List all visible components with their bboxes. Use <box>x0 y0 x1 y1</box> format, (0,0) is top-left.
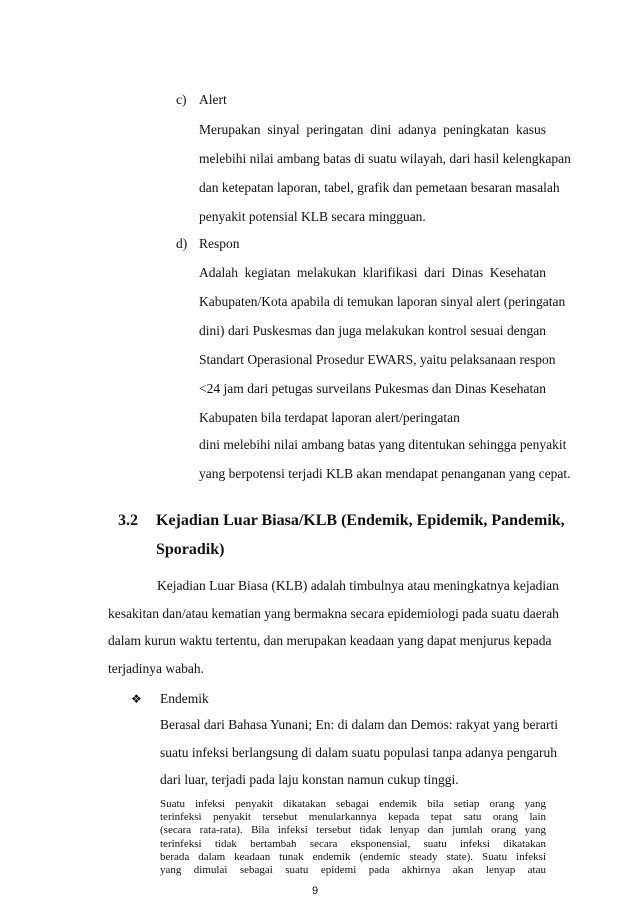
item-d-line-3: dini) dari Puskesmas dan juga melakukan kontrol sesuai dengan <box>199 323 546 338</box>
endemik-line-7: terinfeksi tidak bertambah secara eksponensial, suatu infeksi dikatakan <box>160 837 546 850</box>
intro-line-1: Kejadian Luar Biasa (KLB) adalah timbulnya atau meningkatnya kejadian <box>157 578 559 593</box>
page-number: 9 <box>312 885 319 897</box>
intro-line-2: kesakitan dan/atau kematian yang bermakna secara epidemiologi pada suatu daerah <box>108 606 559 621</box>
item-c-line-3: dan ketepatan laporan, tabel, grafik dan pemetaan besaran masalah <box>199 180 560 195</box>
intro-line-3: dalam kurun waktu tertentu, dan merupakan keadaan yang dapat menjurus kepada <box>108 633 552 648</box>
item-d-line-5: <24 jam dari petugas surveilans Pukesmas dan Dinas Kesehatan <box>199 381 546 396</box>
endemik-line-6: (secara rata-rata). Bila infeksi tersebut tidak lenyap dan jumlah orang yang <box>160 824 546 837</box>
endemik-line-9: yang dimulai sebagai suatu epidemi pada akhirnya akan lenyap atau <box>160 864 546 876</box>
item-d-line-8: yang berpotensi terjadi KLB akan mendapat penanganan yang cepat. <box>199 466 571 481</box>
item-d-line-2: Kabupaten/Kota apabila di temukan laporan sinyal alert (peringatan <box>199 294 566 309</box>
endemik-title: Endemik <box>160 691 209 706</box>
endemik-line-3: dari luar, terjadi pada laju konstan namun cukup tinggi. <box>160 772 459 787</box>
endemik-line-8: berada dalam keadaan tunak endemik (endemic steady state). Suatu infeksi <box>160 850 546 863</box>
endemik-line-5: terinfeksi penyakit tersebut menularkannya kepada tepat satu orang lain <box>160 811 546 824</box>
endemik-line-1: Berasal dari Bahasa Yunani; En: di dalam dan Demos: rakyat yang berarti <box>160 717 558 732</box>
item-c-marker: c) <box>176 92 187 107</box>
item-d-line-7: dini melebihi nilai ambang batas yang ditentukan sehingga penyakit <box>199 437 567 452</box>
intro-line-4: terjadinya wabah. <box>108 661 204 676</box>
item-c-line-4: penyakit potensial KLB secara mingguan. <box>199 209 426 224</box>
item-c-line-2: melebihi nilai ambang batas di suatu wilayah, dari hasil kelengkapan <box>199 151 571 166</box>
endemik-line-2: suatu infeksi berlangsung di dalam suatu populasi tanpa adanya pengaruh <box>160 745 558 760</box>
item-d-title: Respon <box>199 236 240 251</box>
diamond-bullet-icon: ❖ <box>131 692 142 706</box>
item-c-line-1: Merupakan sinyal peringatan dini adanya peningkatan kasus <box>199 122 546 137</box>
item-d-line-4: Standart Operasional Prosedur EWARS, yaitu pelaksanaan respon <box>199 352 556 367</box>
section-title-line-1: Kejadian Luar Biasa/KLB (Endemik, Epidemik, Pandemik, <box>156 512 565 529</box>
section-title-line-2: Sporadik) <box>156 541 225 558</box>
section-number: 3.2 <box>118 512 138 529</box>
endemik-line-4: Suatu infeksi penyakit dikatakan sebagai endemik bila setiap orang yang <box>160 798 546 810</box>
item-d-marker: d) <box>176 236 188 251</box>
item-c-title: Alert <box>199 92 227 107</box>
item-d-line-6: Kabupaten bila terdapat laporan alert/peringatan <box>199 410 460 425</box>
item-d-line-1: Adalah kegiatan melakukan klarifikasi dari Dinas Kesehatan <box>199 265 546 280</box>
